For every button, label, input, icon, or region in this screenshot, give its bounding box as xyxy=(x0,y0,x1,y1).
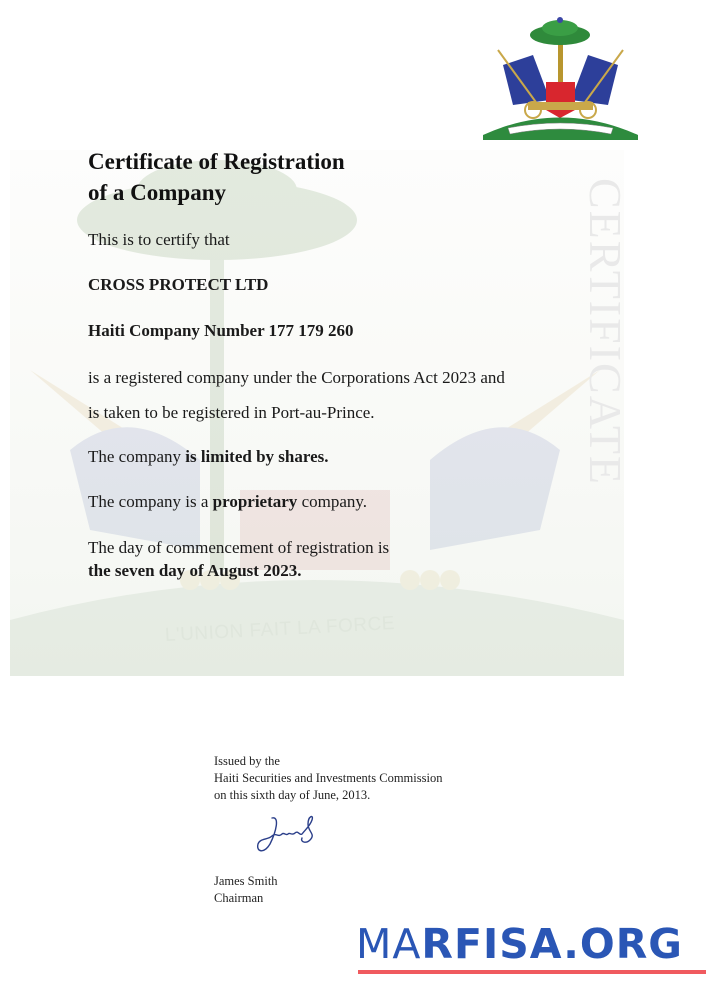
limited-prefix: The company xyxy=(88,447,186,466)
certificate-title xyxy=(88,146,588,208)
brand-text-part-1: MA xyxy=(356,920,422,968)
limited-bold: is limited by shares. xyxy=(185,447,329,466)
issuer-line-1: Issued by the xyxy=(214,754,280,768)
brand-logo xyxy=(356,922,683,966)
commencement-line: The day of commencement of registration is xyxy=(88,538,390,557)
brand-text-part-2: RFISA.ORG xyxy=(421,920,683,968)
intro-text: This is to certify that xyxy=(88,230,230,249)
watermark-motto: L'UNION FAIT LA FORCE xyxy=(164,612,396,647)
signature-icon xyxy=(250,812,330,858)
title-line-2: of a Company xyxy=(88,180,227,205)
signer-title: Chairman xyxy=(214,891,264,905)
registration-line-2: is taken to be registered in Port-au-Prince. xyxy=(88,403,375,422)
registration-line-1: is a registered company under the Corporations Act 2023 and xyxy=(88,368,505,387)
company-type-statement xyxy=(88,491,367,513)
haiti-coat-of-arms-icon xyxy=(478,10,643,142)
watermark-certificate-text: CERTIFICATE xyxy=(580,178,631,487)
type-prefix: The company is a xyxy=(88,492,213,511)
issuer-block xyxy=(214,753,442,804)
title-line-1: Certificate of Registration xyxy=(88,149,345,174)
signer-block xyxy=(214,873,278,907)
signer-name: James Smith xyxy=(214,874,278,888)
issuer-line-3: on this sixth day of June, 2013. xyxy=(214,788,371,802)
type-bold: proprietary xyxy=(212,492,298,511)
brand-underline xyxy=(358,970,706,974)
limited-by-shares-statement xyxy=(88,446,329,468)
type-suffix: company. xyxy=(297,492,368,511)
commencement-date: the seven day of August 2023. xyxy=(88,561,302,580)
company-name: CROSS PROTECT LTD xyxy=(88,275,269,294)
issuer-line-2: Haiti Securities and Investments Commission xyxy=(214,771,443,785)
company-number: Haiti Company Number 177 179 260 xyxy=(88,321,354,340)
certificate-body xyxy=(88,146,588,208)
